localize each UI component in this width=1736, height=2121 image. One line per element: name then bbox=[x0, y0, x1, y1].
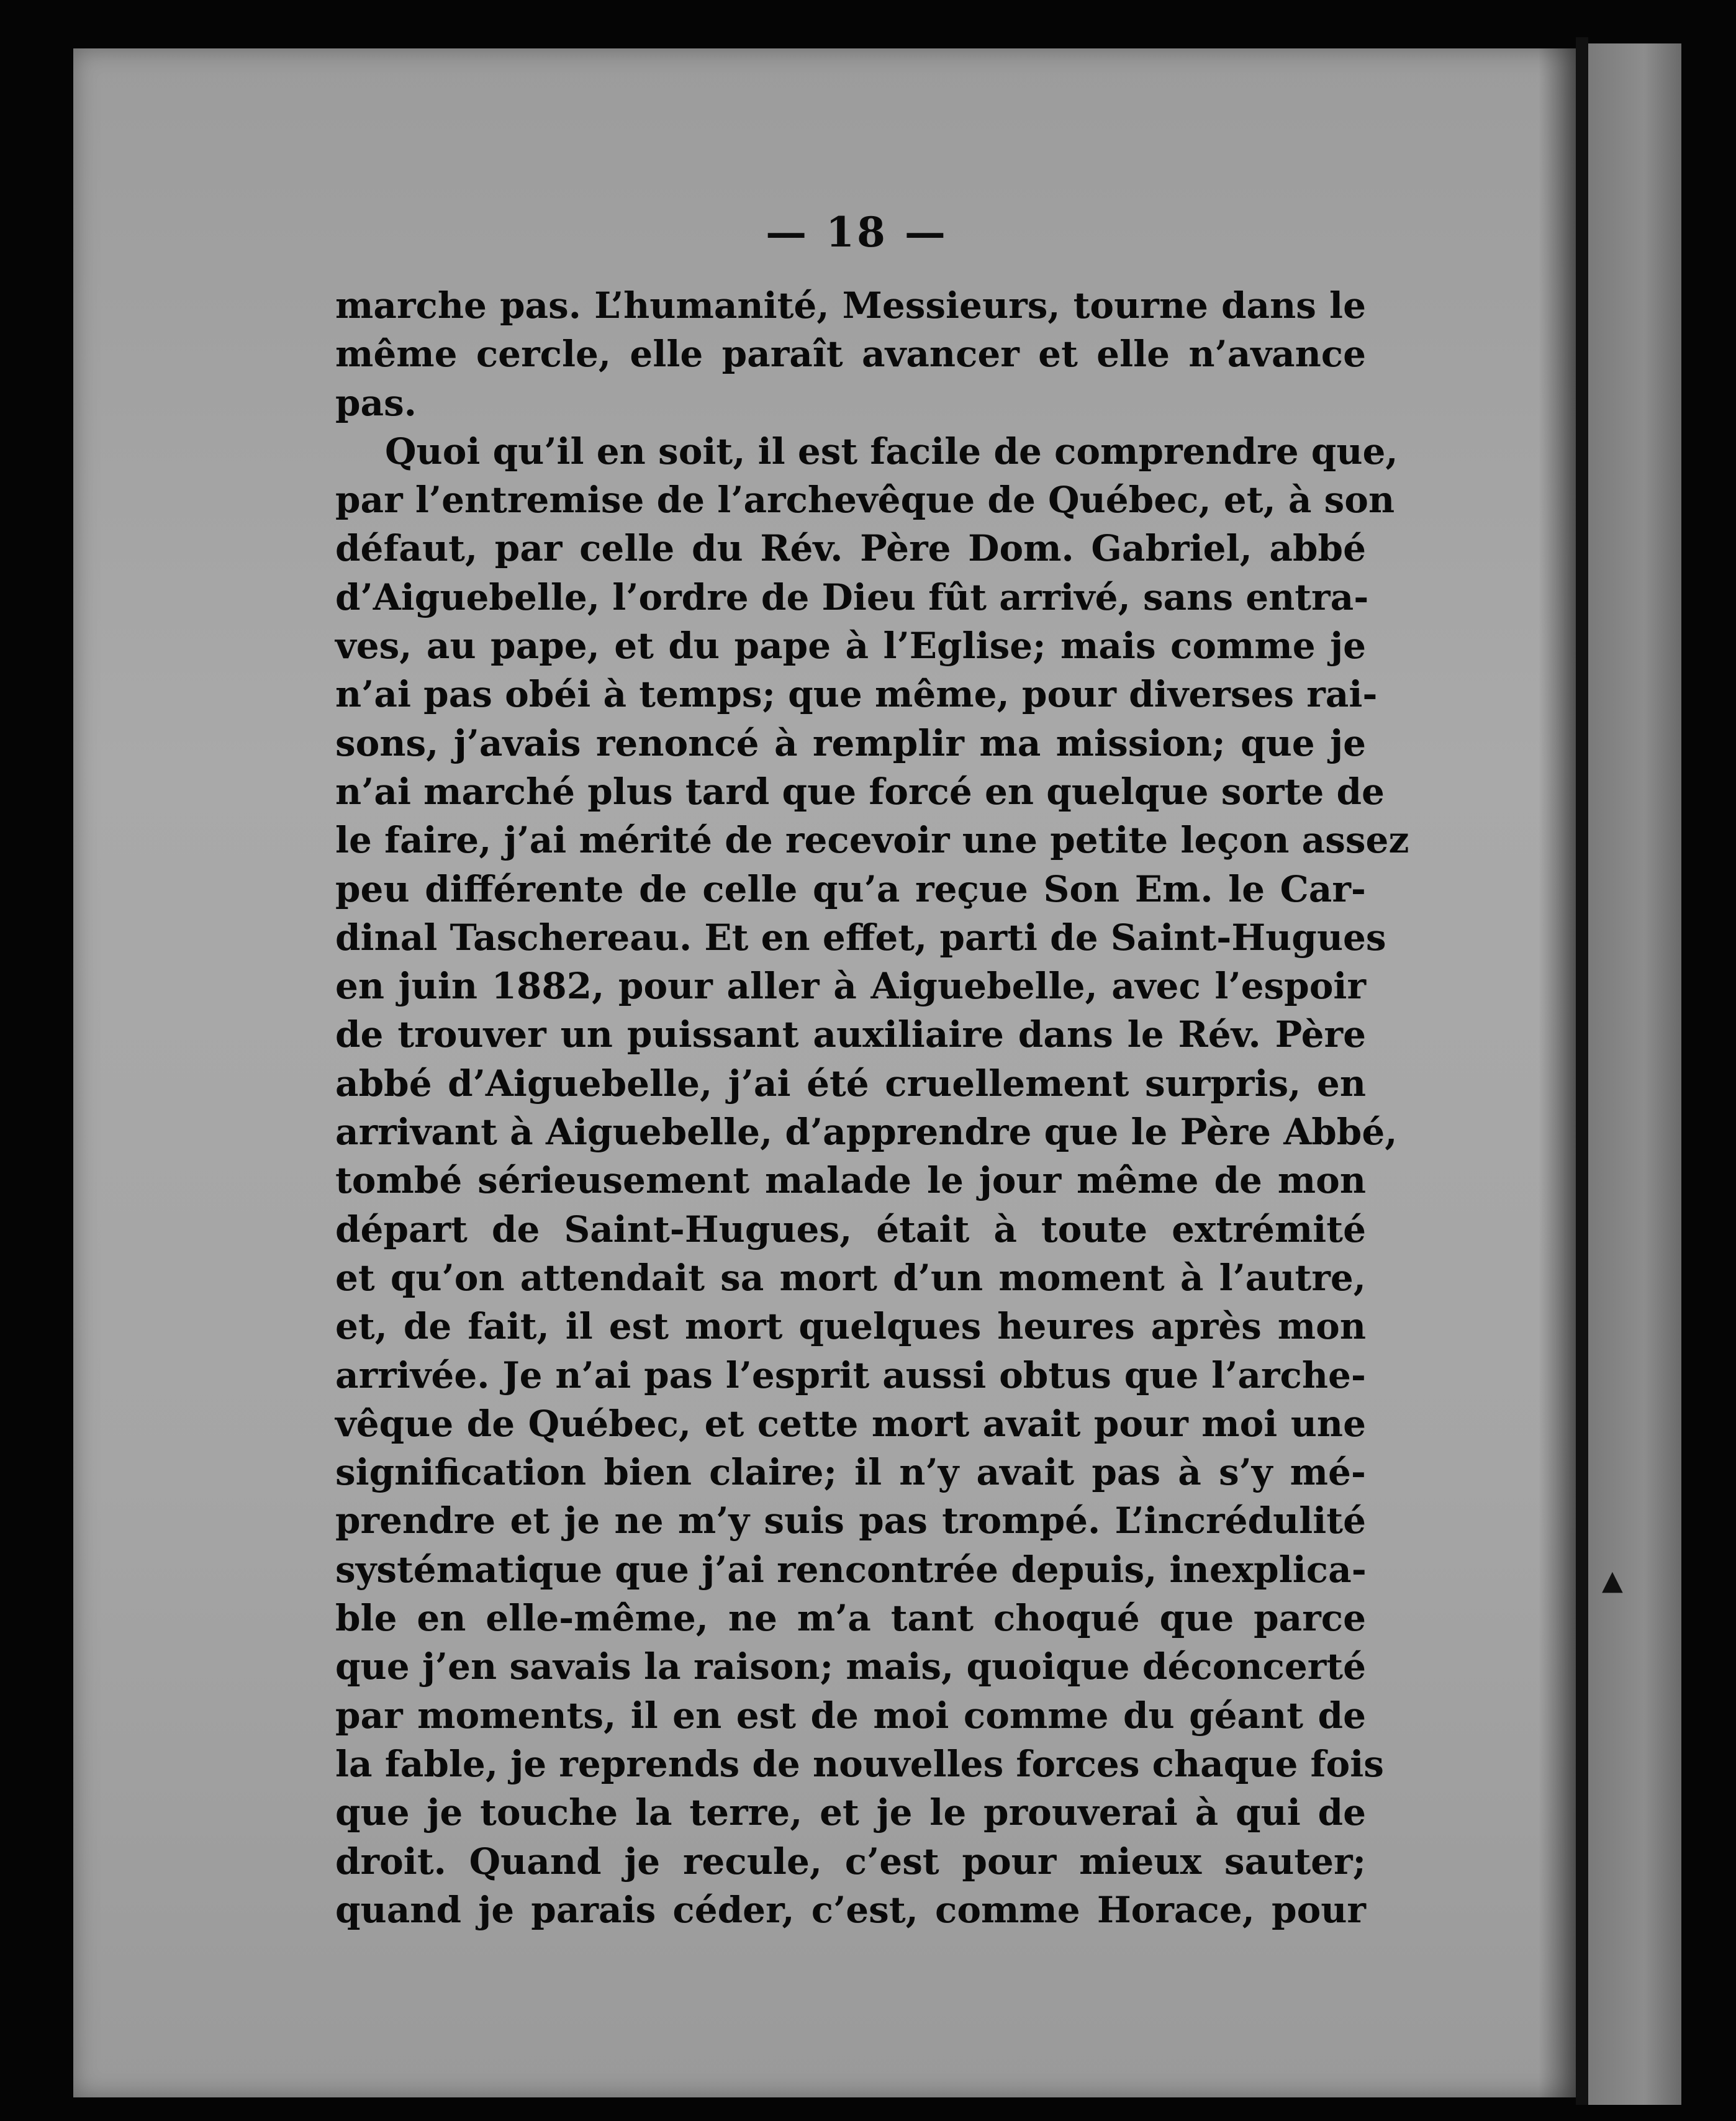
text-line: signification bien claire; il n’y avait pas à s’y mé- bbox=[335, 1451, 1366, 1494]
text-line: que je touche la terre, et je le prouverai à qui de bbox=[335, 1791, 1366, 1834]
text-line: le faire, j’ai mérité de recevoir une petite leçon assez bbox=[335, 819, 1409, 862]
text-line: droit. Quand je recule, c’est pour mieux sauter; bbox=[335, 1840, 1366, 1883]
page-number: — 18 — bbox=[766, 208, 948, 256]
text-line: ves, au pape, et du pape à l’Eglise; mais comme je bbox=[335, 625, 1366, 667]
text-line: Quoi qu’il en soit, il est facile de comprendre que, bbox=[385, 430, 1398, 473]
text-line: sons, j’avais renoncé à remplir ma mission; que je bbox=[335, 721, 1366, 764]
text-line: vêque de Québec, et cette mort avait pour moi une bbox=[335, 1402, 1366, 1445]
book-gutter bbox=[1576, 37, 1588, 2105]
text-line: et, de fait, il est mort quelques heures après mon bbox=[335, 1305, 1366, 1348]
text-line: arrivant à Aiguebelle, d’apprendre que le Père Abbé, bbox=[335, 1111, 1398, 1154]
text-line: arrivée. Je n’ai pas l’esprit aussi obtus que l’arche- bbox=[335, 1354, 1366, 1396]
text-line: de trouver un puissant auxiliaire dans le Rév. Père bbox=[335, 1013, 1366, 1056]
text-line: défaut, par celle du Rév. Père Dom. Gabriel, abbé bbox=[335, 527, 1366, 570]
page-body-text bbox=[335, 281, 1409, 1934]
scan-mark-icon: ▲ bbox=[1602, 1565, 1623, 1596]
text-line: que j’en savais la raison; mais, quoique déconcerté bbox=[335, 1645, 1366, 1688]
text-line: en juin 1882, pour aller à Aiguebelle, avec l’espoir bbox=[335, 965, 1366, 1008]
text-line: pas. bbox=[335, 381, 417, 424]
text-line: dinal Taschereau. Et en effet, parti de Saint-Hugues bbox=[335, 916, 1386, 959]
text-line: et qu’on attendait sa mort d’un moment à l’autre, bbox=[335, 1256, 1366, 1299]
text-line: d’Aiguebelle, l’ordre de Dieu fût arrivé, sans entra- bbox=[335, 576, 1369, 618]
text-line: même cercle, elle paraît avancer et elle n’avance bbox=[335, 333, 1366, 376]
text-line: quand je parais céder, c’est, comme Horace, pour bbox=[335, 1888, 1366, 1931]
text-line: par l’entremise de l’archevêque de Québec, et, à son bbox=[335, 479, 1395, 522]
text-line: n’ai pas obéi à temps; que même, pour diverses rai- bbox=[335, 673, 1378, 716]
text-line: la fable, je reprends de nouvelles forces chaque fois bbox=[335, 1742, 1384, 1785]
text-line: départ de Saint-Hugues, était à toute extrémité bbox=[335, 1208, 1366, 1250]
text-line: tombé sérieusement malade le jour même de mon bbox=[335, 1159, 1366, 1202]
text-line: par moments, il en est de moi comme du géant de bbox=[335, 1694, 1366, 1737]
text-line: systématique que j’ai rencontrée depuis, inexplica- bbox=[335, 1548, 1367, 1591]
text-line: peu différente de celle qu’a reçue Son Em. le Car- bbox=[335, 867, 1366, 910]
text-line: marche pas. L’humanité, Messieurs, tourne dans le bbox=[335, 284, 1366, 327]
text-line: prendre et je ne m’y suis pas trompé. L’incrédulité bbox=[335, 1499, 1366, 1542]
text-line: ble en elle-même, ne m’a tant choqué que parce bbox=[335, 1597, 1366, 1640]
text-line: n’ai marché plus tard que forcé en quelque sorte de bbox=[335, 770, 1385, 813]
text-line: abbé d’Aiguebelle, j’ai été cruellement surpris, en bbox=[335, 1062, 1366, 1105]
facing-page-edge bbox=[1588, 43, 1681, 2105]
